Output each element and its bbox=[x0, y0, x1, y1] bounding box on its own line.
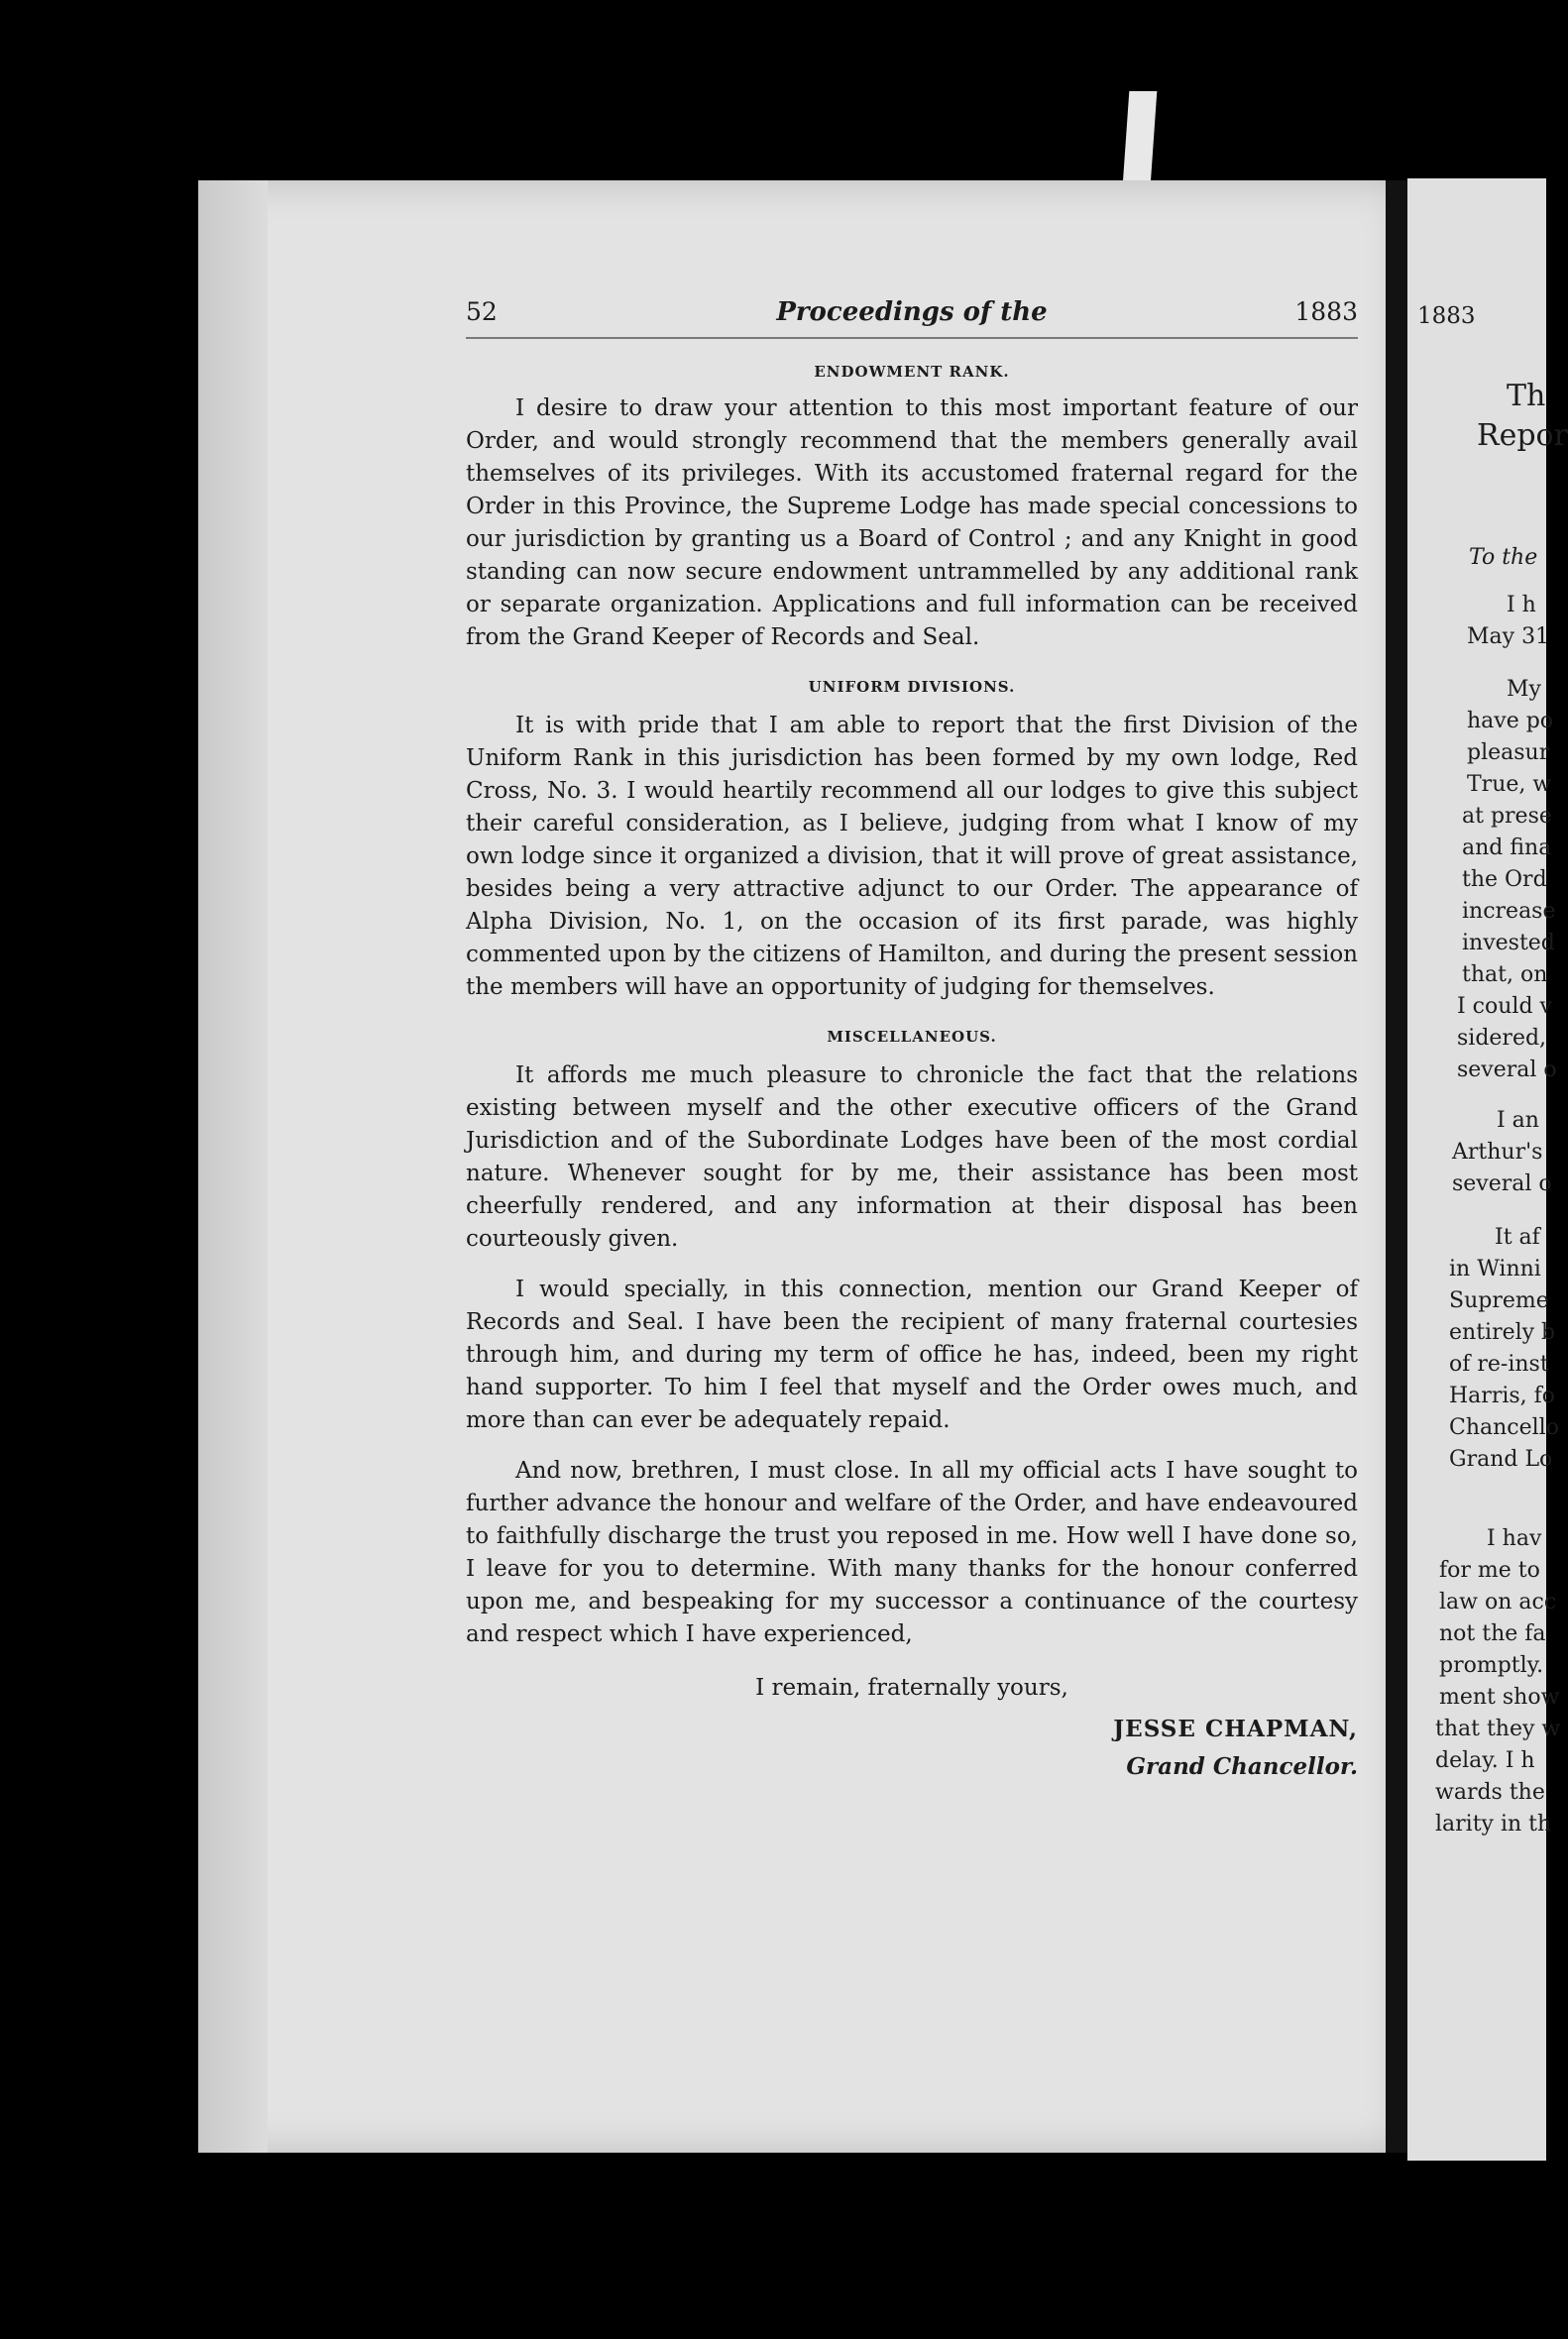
facing-page-line: of re-inst bbox=[1449, 1352, 1549, 1377]
facing-page-line: pleasur bbox=[1467, 740, 1550, 765]
section-endowment-rank bbox=[466, 357, 1358, 654]
scan-tab bbox=[1123, 91, 1158, 185]
facing-page-line: not the fa bbox=[1439, 1621, 1546, 1646]
facing-page-line: 1883 bbox=[1417, 303, 1476, 329]
running-head bbox=[466, 297, 1358, 339]
facing-page-line: wards the bbox=[1435, 1780, 1545, 1805]
section-heading: ENDOWMENT RANK. bbox=[814, 363, 1010, 381]
section-miscellaneous bbox=[466, 1022, 1358, 1651]
facing-page-line: It af bbox=[1495, 1225, 1540, 1250]
facing-page-line: have po bbox=[1467, 709, 1554, 733]
paragraph: I desire to draw your attention to this most important feature of our Order, and would strongly recommend that the members generally avail themselves of its privileges. With its accustomed fraternal regard for the Order in this Province, the Supreme Lodge has made special concessions to our jurisdiction by granting us a Board of Control ; and any Knight in good standing can now secure endowment untrammelled by any additional rank or separate organization. Applications and full information can be received from the Grand Keeper of Records and Seal. bbox=[466, 395, 1358, 650]
facing-page-line: Harris, fo bbox=[1449, 1384, 1556, 1408]
facing-page-line: and fina bbox=[1462, 835, 1552, 860]
facing-page-line: sidered, bbox=[1457, 1026, 1547, 1051]
facing-page-line: Th bbox=[1507, 379, 1546, 413]
paragraph: And now, brethren, I must close. In all my official acts I have sought to further advance the honour and welfare of the Order, and have endeavoured to faithfully discharge the trust you reposed in me. How well I have done so, I leave for you to determine. With many thanks for the honour conferred upon me, and bespeaking for my successor a continuance of the courtesy and respect which I have experienced, bbox=[466, 1458, 1358, 1647]
valediction: I remain, fraternally yours, bbox=[755, 1675, 1068, 1701]
facing-page-line: My bbox=[1507, 677, 1541, 702]
signer-office: Grand Chancellor. bbox=[1126, 1753, 1358, 1780]
paragraph: I would specially, in this connection, mention our Grand Keeper of Records and Seal. I have been the recipient of many fraternal courtesies through him, and during my term of office he has, indeed, been my right hand supporter. To him I feel that myself and the Order owes much, and more than can ever be adequately repaid. bbox=[466, 1277, 1358, 1433]
page-edge-shadow bbox=[198, 180, 268, 2153]
paragraph: It is with pride that I am able to report that the first Division of the Uniform Rank in this jurisdiction has been formed by my own lodge, Red Cross, No. 3. I would heartily recommend all our lodges to give this subject their careful consideration, as I believe, judging from what I know of my own lodge since it organized a division, that it will prove of great assistance, besides being a very attractive adjunct to our Order. The appearance of Alpha Division, No. 1, on the occasion of its first parade, was highly commented upon by the citizens of Hamilton, and during the present session the members will have an opportunity of judging for themselves. bbox=[466, 713, 1358, 1000]
facing-page-line: May 31 bbox=[1467, 624, 1550, 649]
running-title: Proceedings of the bbox=[776, 297, 1048, 327]
facing-page-line: I hav bbox=[1487, 1526, 1542, 1551]
paragraph: It affords me much pleasure to chronicle the fact that the relations existing between myself and the other executive officers of the Grand Jurisdiction and of the Subordinate Lodges have been of the most cordial nature. Whenever sought for by me, their assistance has been most cheerfully rendered, and any information at their disposal has been courteously given. bbox=[466, 1062, 1358, 1252]
facing-page-line: I an bbox=[1497, 1108, 1539, 1133]
facing-page-line: delay. I h bbox=[1435, 1748, 1535, 1773]
facing-page-line: Arthur's bbox=[1452, 1140, 1543, 1165]
book-gutter bbox=[1386, 180, 1407, 2153]
facing-page-line: increase bbox=[1462, 899, 1556, 924]
facing-page bbox=[1407, 178, 1568, 2161]
page-number: 52 bbox=[466, 297, 498, 326]
facing-page-line: that, on bbox=[1462, 962, 1548, 987]
section-heading: UNIFORM DIVISIONS. bbox=[808, 678, 1016, 696]
signer-name: JESSE CHAPMAN, bbox=[1113, 1716, 1358, 1742]
facing-page-line: Repor bbox=[1477, 418, 1568, 453]
facing-page-line: ment show bbox=[1439, 1685, 1560, 1710]
section-heading: MISCELLANEOUS. bbox=[827, 1028, 997, 1046]
facing-page-line: at prese bbox=[1462, 804, 1552, 829]
facing-page-line: Chancello bbox=[1449, 1415, 1559, 1440]
facing-page-line: promptly. bbox=[1439, 1653, 1544, 1678]
facing-page-line: the Ord bbox=[1462, 867, 1547, 892]
running-year: 1883 bbox=[1294, 297, 1358, 326]
facing-page-line: several o bbox=[1452, 1171, 1552, 1196]
facing-page-line: Supreme bbox=[1449, 1288, 1549, 1313]
facing-page-line: that they w bbox=[1435, 1717, 1561, 1741]
facing-page-line: Grand Lo bbox=[1449, 1447, 1553, 1472]
page-content bbox=[466, 297, 1358, 1786]
facing-page-line: several o bbox=[1457, 1058, 1557, 1082]
section-uniform-divisions bbox=[466, 672, 1358, 1004]
facing-page-line: I could v bbox=[1457, 994, 1552, 1019]
facing-page-line: invested bbox=[1462, 931, 1555, 955]
facing-page-line: entirely b bbox=[1449, 1320, 1556, 1345]
facing-page-line: larity in th bbox=[1435, 1812, 1552, 1837]
facing-page-line: in Winni bbox=[1449, 1257, 1541, 1281]
facing-page-line: True, w bbox=[1467, 772, 1552, 797]
closing-block bbox=[466, 1669, 1358, 1786]
facing-page-line: To the bbox=[1469, 545, 1538, 570]
facing-page-line: law on acc bbox=[1439, 1590, 1557, 1615]
facing-page-line: I h bbox=[1507, 593, 1536, 617]
facing-page-line: for me to bbox=[1439, 1558, 1540, 1583]
